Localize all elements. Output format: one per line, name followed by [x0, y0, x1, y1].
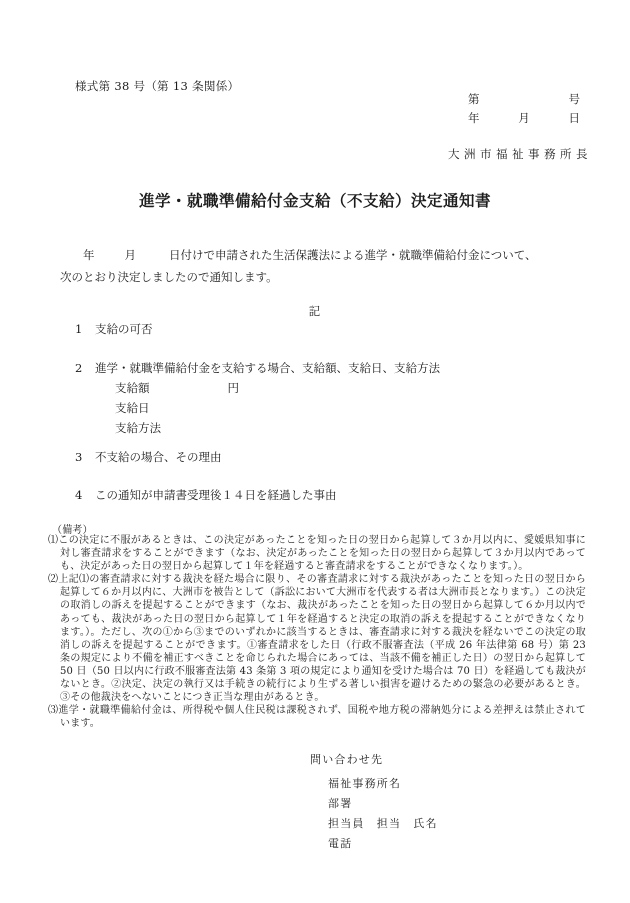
- item-4-label: この通知が申請書受理後１４日を経過した事由: [95, 488, 337, 502]
- remark-item-3: [48, 704, 586, 730]
- contact-lines: [328, 774, 438, 854]
- remark-item-2: [48, 573, 586, 704]
- remark-3-text: 進学・就職準備給付金は、所得税や個人住民税は課税されず、国税や地方税の滞納処分による差押えは禁止されています。: [58, 705, 587, 730]
- remark-3-marker: ⑶: [48, 705, 59, 717]
- date-day-label: 日: [568, 111, 580, 125]
- intro-line-2: 次のとおり決定しましたので通知します。: [60, 270, 278, 284]
- payment-amount-label: 支給額: [115, 381, 150, 395]
- contact-phone-label: 電話: [328, 837, 353, 850]
- remark-1-text: この決定に不服があるときは、この決定があったことを知った日の翌日から起算して３か月以内に、愛媛県知事に対し審査請求をすることができます（なお、決定があったことを知った日の翌日から起算して３か月以内であっても、決定があった日の翌日から起算して１年を経過すると審査請求をすることができなくなります。）。: [58, 535, 586, 573]
- contact-department-label: 部署: [328, 797, 353, 810]
- item-1-number: 1: [75, 322, 83, 336]
- contact-staff-label: 担当員 担当 氏名: [328, 817, 438, 830]
- doc-number-prefix: 第: [468, 92, 480, 106]
- doc-number-line: [468, 92, 580, 111]
- contact-block: [310, 750, 438, 854]
- ki-heading: 記: [308, 304, 322, 318]
- date-year-label: 年: [468, 111, 480, 125]
- payment-method-line: 支給方法: [115, 421, 161, 435]
- item-3-nonpayment-reason: [75, 449, 222, 465]
- remarks-block: [48, 534, 586, 730]
- item-4-number: 4: [75, 488, 83, 502]
- intro-line-1: [60, 244, 600, 266]
- item-4-delay-reason: [75, 487, 337, 503]
- item-3-label: 不支給の場合、その理由: [95, 450, 222, 464]
- intro-month-label: 月: [124, 248, 136, 262]
- item-3-number: 3: [75, 450, 83, 464]
- sender-name: 大洲市福祉事務所長: [448, 147, 592, 161]
- remark-item-1: [48, 534, 586, 573]
- intro-line-1-text: 日付けで申請された生活保護法による進学・就職準備給付金について、: [169, 248, 537, 262]
- date-line: [468, 111, 580, 130]
- payment-date-line: 支給日: [115, 401, 150, 415]
- contact-header: 問い合わせ先: [310, 753, 384, 766]
- intro-paragraph: [60, 244, 600, 288]
- item-1-payment-decision: [75, 321, 153, 337]
- remark-2-text: 上記⑴の審査請求に対する裁決を経た場合に限り、その審査請求に対する裁決があったことを知った日の翌日から起算して６か月以内に、大洲市を被告として（訴訟において大洲市を代表する者は大洲市長となります。）この決定の取消しの訴えを提起することができます（なお、裁決があったことを知った日の翌日から起算して６か月以内であっても、裁決があった日の翌日から起算して１年を経過すると決定の取消の訴えを提起することができなくなります。）。ただし、次の①から③までのいずれかに該当するときは、審査請求に対する裁決を経ないでこの決定の取消しの訴えを提起することができます。①審査請求をした日（行政不服審査法（平成 26 年法律第 68 号）第 23 条の規定により不備を補正すべきことを命じられた場合にあっては、当該不備を補正した日）の翌日から起算して 50 日（50 日以内に行政不服審査法第 43 条第 3 項の規定により通知を受けた場合は 70 日）を経過しても裁決がないとき。②決定、決定の執行又は手続きの続行により生ずる著しい損害を避けるための緊急の必要があるとき。③その他裁決をへないことにつき正当な理由があるとき。: [58, 574, 586, 704]
- doc-number-suffix: 号: [568, 92, 580, 106]
- form-number: 様式第 38 号（第 13 条関係）: [75, 79, 240, 93]
- payment-amount-line: [115, 380, 239, 396]
- remarks-heading: （備考）: [52, 525, 93, 536]
- remark-2-marker: ⑵: [48, 574, 59, 586]
- payment-amount-unit: 円: [227, 381, 239, 395]
- contact-office-name-label: 福祉事務所名: [328, 777, 402, 790]
- intro-year-label: 年: [83, 248, 95, 262]
- item-1-label: 支給の可否: [95, 322, 153, 336]
- date-month-label: 月: [518, 111, 530, 125]
- remark-1-marker: ⑴: [48, 535, 59, 546]
- item-2-label: 進学・就職準備給付金を支給する場合、支給額、支給日、支給方法: [95, 361, 440, 375]
- item-2-number: 2: [75, 361, 83, 375]
- item-2-payment-details: [75, 360, 440, 376]
- doc-number-date-block: [468, 92, 580, 130]
- document-title: 進学・就職準備給付金支給（不支給）決定通知書: [138, 191, 491, 210]
